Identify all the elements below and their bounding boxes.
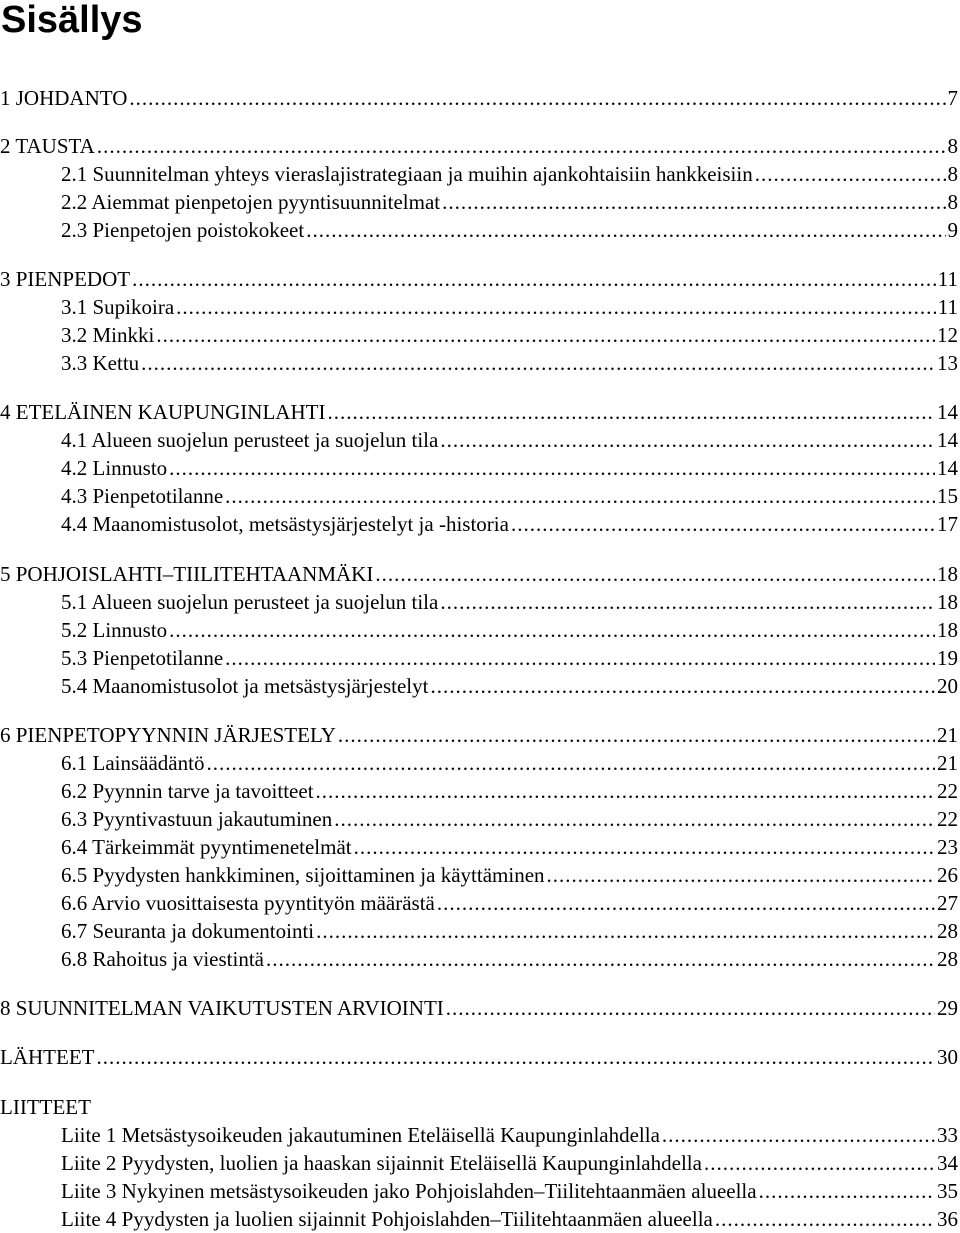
toc-page-number: 33 <box>937 1123 958 1147</box>
toc-label: 3 PIENPEDOT <box>0 267 131 291</box>
toc-page-number: 34 <box>937 1151 958 1175</box>
toc-page-number: 18 <box>937 562 958 586</box>
toc-page-number: 11 <box>937 267 958 291</box>
toc-entry[interactable] <box>0 1043 960 1071</box>
toc-entry[interactable] <box>0 994 960 1022</box>
toc-page-number: 12 <box>937 323 958 347</box>
toc-label: 6.6 Arvio vuosittaisesta pyyntityön määrästä <box>61 891 435 915</box>
toc-label: 6.2 Pyynnin tarve ja tavoitteet <box>61 779 314 803</box>
toc-label: 6.1 Lainsäädäntö <box>61 751 205 775</box>
toc-label: 2.2 Aiemmat pienpetojen pyyntisuunnitelmat <box>61 190 441 214</box>
toc-entry[interactable] <box>0 805 960 833</box>
toc-leader <box>334 805 935 833</box>
toc-label: 4.1 Alueen suojelun perusteet ja suojelun tila <box>61 428 439 452</box>
toc-page-number: 20 <box>937 674 958 698</box>
toc-entry[interactable] <box>0 265 960 293</box>
toc-leader <box>206 749 935 777</box>
toc-leader <box>316 777 935 805</box>
toc-page-number: 14 <box>937 456 958 480</box>
toc-leader <box>338 721 935 749</box>
toc-label: Liite 4 Pyydysten ja luolien sijainnit Pohjoislahden–Tiilitehtaanmäen alueella <box>61 1207 713 1231</box>
toc-page-number: 28 <box>937 919 958 943</box>
toc-label: 6 PIENPETOPYYNNIN JÄRJESTELY <box>0 723 336 747</box>
toc-page-number: 22 <box>937 779 958 803</box>
toc-label: LÄHTEET <box>0 1045 95 1069</box>
toc-leader <box>715 1205 935 1233</box>
toc-label: Liite 1 Metsästysoikeuden jakautuminen Eteläisellä Kaupunginlahdella <box>61 1123 660 1147</box>
toc-leader <box>129 84 945 112</box>
toc-label: 2.1 Suunnitelman yhteys vieraslajistrategiaan ja muihin ajankohtaisiin hankkeisiin <box>61 162 753 186</box>
toc-entry[interactable] <box>0 188 960 216</box>
toc-label: 3.3 Kettu <box>61 351 140 375</box>
toc-heading-liitteet <box>0 1093 960 1121</box>
toc-leader <box>437 889 935 917</box>
toc-leader <box>547 861 935 889</box>
toc-leader <box>132 265 936 293</box>
toc-page-number: 28 <box>937 947 958 971</box>
toc-label: 6.7 Seuranta ja dokumentointi <box>61 919 315 943</box>
toc-page-number: 8 <box>947 134 958 158</box>
toc-entry[interactable] <box>0 777 960 805</box>
toc-label: 6.3 Pyyntivastuun jakautuminen <box>61 807 333 831</box>
toc-label: 5 POHJOISLAHTI–TIILITEHTAANMÄKI <box>0 562 374 586</box>
toc-entry[interactable] <box>0 84 960 112</box>
toc-leader <box>430 672 935 700</box>
toc-leader <box>266 945 935 973</box>
toc-leader <box>225 644 935 672</box>
toc-label: 3.1 Supikoira <box>61 295 175 319</box>
toc-entry[interactable] <box>0 861 960 889</box>
toc-label: 6.8 Rahoitus ja viestintä <box>61 947 264 971</box>
toc-leader <box>141 349 935 377</box>
toc-entry[interactable] <box>0 721 960 749</box>
toc-leader <box>97 132 946 160</box>
toc-label: 4.4 Maanomistusolot, metsästysjärjestelyt ja -historia <box>61 512 509 536</box>
toc-label: Liite 3 Nykyinen metsästysoikeuden jako Pohjoislahden–Tiilitehtaanmäen alueella <box>61 1179 757 1203</box>
toc-label: 5.3 Pienpetotilanne <box>61 646 224 670</box>
toc-label: 4.2 Linnusto <box>61 456 168 480</box>
toc-page-number: 30 <box>937 1045 958 1069</box>
toc-page-number: 21 <box>937 723 958 747</box>
toc-entry[interactable] <box>0 672 960 700</box>
toc-leader <box>755 160 946 188</box>
toc-page-number: 23 <box>937 835 958 859</box>
toc-label: 5.2 Linnusto <box>61 618 168 642</box>
toc-page-number: 17 <box>937 512 958 536</box>
page-title: Sisällys <box>1 0 143 41</box>
toc-label: 4 ETELÄINEN KAUPUNGINLAHTI <box>0 400 326 424</box>
toc-page-number: 14 <box>937 400 958 424</box>
toc-leader <box>225 482 935 510</box>
toc-leader <box>440 588 935 616</box>
toc-label: 4.3 Pienpetotilanne <box>61 484 224 508</box>
toc-entry[interactable] <box>0 560 960 588</box>
toc-entry[interactable] <box>0 482 960 510</box>
toc-page-number: 7 <box>947 86 958 110</box>
toc-entry[interactable] <box>0 616 960 644</box>
toc-page-number: 26 <box>937 863 958 887</box>
toc-entry[interactable] <box>0 349 960 377</box>
toc-page-number: 22 <box>937 807 958 831</box>
toc-entry[interactable] <box>0 917 960 945</box>
toc-label: Liite 2 Pyydysten, luolien ja haaskan sijainnit Eteläisellä Kaupunginlahdella <box>61 1151 702 1175</box>
toc-label: 2.3 Pienpetojen poistokokeet <box>61 218 305 242</box>
toc-entry[interactable] <box>0 510 960 538</box>
toc-leader <box>375 560 935 588</box>
toc-label: 5.4 Maanomistusolot ja metsästysjärjestelyt <box>61 674 429 698</box>
toc-leader <box>96 1043 935 1071</box>
toc-page-number: 35 <box>937 1179 958 1203</box>
toc-page-number: 19 <box>937 646 958 670</box>
toc-label: LIITTEET <box>0 1095 91 1119</box>
toc-leader <box>662 1121 935 1149</box>
toc-label: 5.1 Alueen suojelun perusteet ja suojelun tila <box>61 590 439 614</box>
toc-leader <box>446 994 935 1022</box>
toc-leader <box>327 398 935 426</box>
toc-page-number: 18 <box>937 618 958 642</box>
toc-leader <box>316 917 935 945</box>
toc-page-number: 9 <box>947 218 958 242</box>
toc-leader <box>354 833 935 861</box>
toc-label: 8 SUUNNITELMAN VAIKUTUSTEN ARVIOINTI <box>0 996 444 1020</box>
toc-page-number: 11 <box>937 295 958 319</box>
toc-entry[interactable] <box>0 1177 960 1205</box>
toc-entry[interactable] <box>0 321 960 349</box>
toc-label: 6.4 Tärkeimmät pyyntimenetelmät <box>61 835 352 859</box>
toc-entry[interactable] <box>0 216 960 244</box>
toc-entry[interactable] <box>0 160 960 188</box>
toc-entry[interactable] <box>0 426 960 454</box>
toc-page-number: 15 <box>937 484 958 508</box>
toc-entry[interactable] <box>0 588 960 616</box>
toc-page-number: 8 <box>947 190 958 214</box>
toc-entry[interactable] <box>0 833 960 861</box>
toc-page-number: 27 <box>937 891 958 915</box>
toc-leader <box>156 321 935 349</box>
toc-page-number: 36 <box>937 1207 958 1231</box>
toc-leader <box>440 426 935 454</box>
toc-entry[interactable] <box>0 398 960 426</box>
toc-entry[interactable] <box>0 1205 960 1233</box>
toc-leader <box>169 616 935 644</box>
toc-leader <box>511 510 935 538</box>
toc-entry[interactable] <box>0 945 960 973</box>
toc-leader <box>306 216 945 244</box>
toc-label: 3.2 Minkki <box>61 323 155 347</box>
toc-page-number: 21 <box>937 751 958 775</box>
toc-leader <box>442 188 945 216</box>
toc-leader <box>704 1149 935 1177</box>
toc-page-number: 13 <box>937 351 958 375</box>
toc-entry[interactable] <box>0 132 960 160</box>
toc-entry[interactable] <box>0 644 960 672</box>
toc-label: 2 TAUSTA <box>0 134 95 158</box>
toc-label: 6.5 Pyydysten hankkiminen, sijoittaminen ja käyttäminen <box>61 863 545 887</box>
toc-entry[interactable] <box>0 749 960 777</box>
toc-leader <box>176 293 936 321</box>
toc-leader <box>759 1177 935 1205</box>
toc-page-number: 18 <box>937 590 958 614</box>
toc-label: 1 JOHDANTO <box>0 86 128 110</box>
toc-leader <box>169 454 935 482</box>
toc-entry[interactable] <box>0 454 960 482</box>
toc-page-number: 29 <box>937 996 958 1020</box>
toc-entry[interactable] <box>0 293 960 321</box>
toc-entry[interactable] <box>0 1121 960 1149</box>
toc-entry[interactable] <box>0 1149 960 1177</box>
toc-page-number: 8 <box>947 162 958 186</box>
toc-page-number: 14 <box>937 428 958 452</box>
toc-entry[interactable] <box>0 889 960 917</box>
